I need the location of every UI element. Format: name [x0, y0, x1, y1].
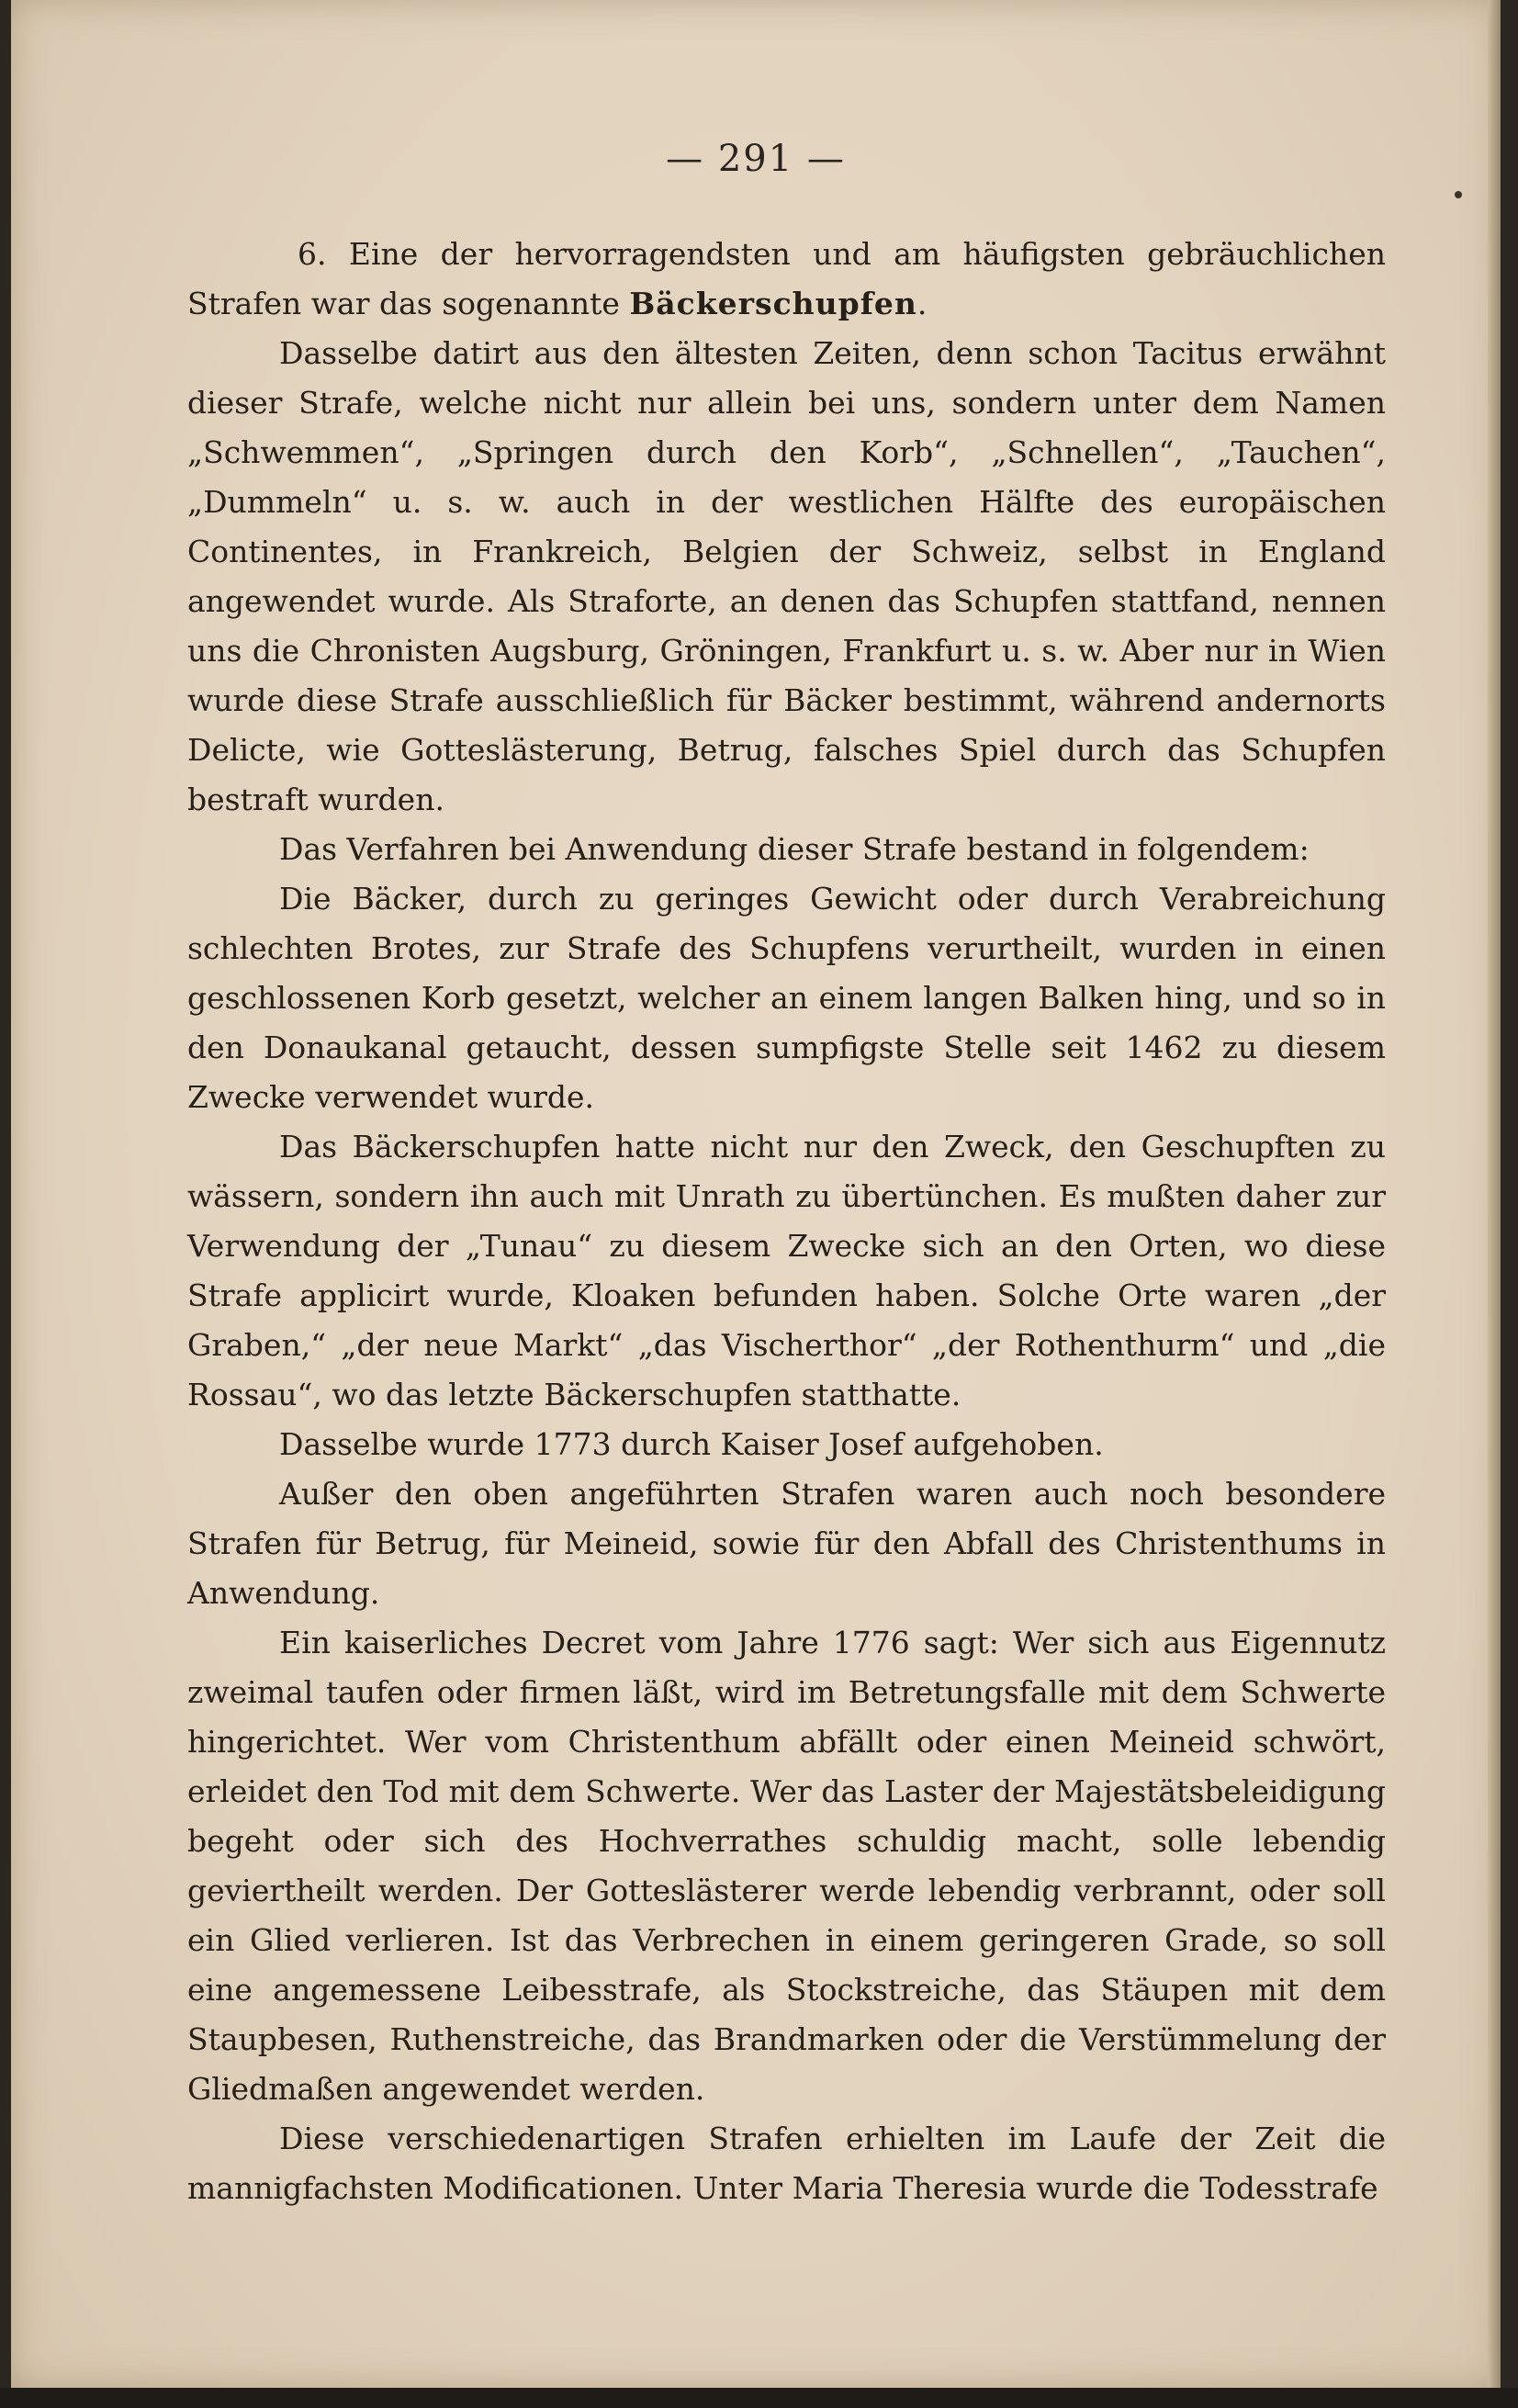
book-page: [11, 0, 1501, 2388]
paragraph-6: Dasselbe wurde 1773 durch Kaiser Josef aufgehoben.: [279, 1426, 1104, 1462]
paragraph-2: Dasselbe datirt aus den ältesten Zeiten, denn schon Tacitus erwähnt dieser Strafe, welche nicht nur allein bei uns, sondern unter dem Namen „Schwemmen“, „Springen durch den Korb“, „Schnellen“, „Tauchen“, „Dummeln“ u. s. w. auch in der westlichen Hälfte des europäischen Continentes, in Frankreich, Belgien der Schweiz, selbst in England angewendet wurde. Als Straforte, an denen das Schupfen stattfand, nennen uns die Chronisten Augsburg, Gröningen, Frankfurt u. s. w. Aber nur in Wien wurde diese Strafe ausschließlich für Bäcker bestimmt, während andernorts Delicte, wie Gotteslästerung, Betrug, falsches Spiel durch das Schupfen bestraft wurden.: [187, 335, 1386, 817]
paragraph-9: Diese verschiedenartigen Strafen erhielten im Laufe der Zeit die mannigfachsten Modificationen. Unter Maria Theresia wurde die Todesstrafe: [187, 2121, 1386, 2206]
paragraph-1-end: .: [916, 286, 928, 321]
body-text: [187, 230, 1386, 2213]
paragraph-5: Das Bäckerschupfen hatte nicht nur den Zweck, den Geschupften zu wässern, sondern ihn auch mit Unrath zu übertünchen. Es mußten daher zur Verwendung der „Tunau“ zu diesem Zwecke sich an den Orten, wo diese Strafe applicirt wurde, Kloaken befunden haben. Solche Orte waren „der Graben,“ „der neue Markt“ „das Vischerthor“ „der Rothenthurm“ und „die Rossau“, wo das letzte Bäckerschupfen statthatte.: [187, 1129, 1386, 1412]
paragraph-4: Die Bäcker, durch zu geringes Gewicht oder durch Verabreichung schlechten Brotes, zur Strafe des Schupfens verurtheilt, wurden in einen geschlossenen Korb gesetzt, welcher an einem langen Balken hing, und so in den Donaukanal getaucht, dessen sumpfigste Stelle seit 1462 zu diesem Zwecke verwendet wurde.: [187, 881, 1386, 1115]
paragraph-7: Außer den oben angeführten Strafen waren auch noch besondere Strafen für Betrug, für Meineid, sowie für den Abfall des Christenthums in Anwendung.: [187, 1476, 1386, 1611]
paragraph-1: [187, 230, 1386, 329]
ink-speck: [1455, 191, 1462, 198]
paragraph-8: Ein kaiserliches Decret vom Jahre 1776 sagt: Wer sich aus Eigennutz zweimal taufen oder firmen läßt, wird im Betretungsfalle mit dem Schwerte hingerichtet. Wer vom Christenthum abfällt oder einen Meineid schwört, erleidet den Tod mit dem Schwerte. Wer das Laster der Majestätsbeleidigung begeht oder sich des Hochverrathes schuldig macht, solle lebendig geviertheilt werden. Der Gotteslästerer werde lebendig verbrannt, oder soll ein Glied verlieren. Ist das Verbrechen in einem geringeren Grade, so soll eine angemessene Leibesstrafe, als Stockstreiche, das Stäupen mit dem Staupbesen, Ruthenstreiche, das Brandmarken oder die Verstümmelung der Gliedmaßen angewendet werden.: [187, 1625, 1386, 2107]
keyword-baeckerschupfen: Bäckerschupfen: [629, 286, 917, 321]
page-number: — 291 —: [666, 138, 846, 180]
scan-border: [0, 2388, 1518, 2408]
paragraph-1-text: 6. Eine der hervorragendsten und am häufigsten gebräuchlichen Strafen war das sogenannte: [187, 236, 1386, 321]
page-edge: [1488, 0, 1501, 2388]
paragraph-3: Das Verfahren bei Anwendung dieser Strafe bestand in folgendem:: [279, 831, 1310, 867]
